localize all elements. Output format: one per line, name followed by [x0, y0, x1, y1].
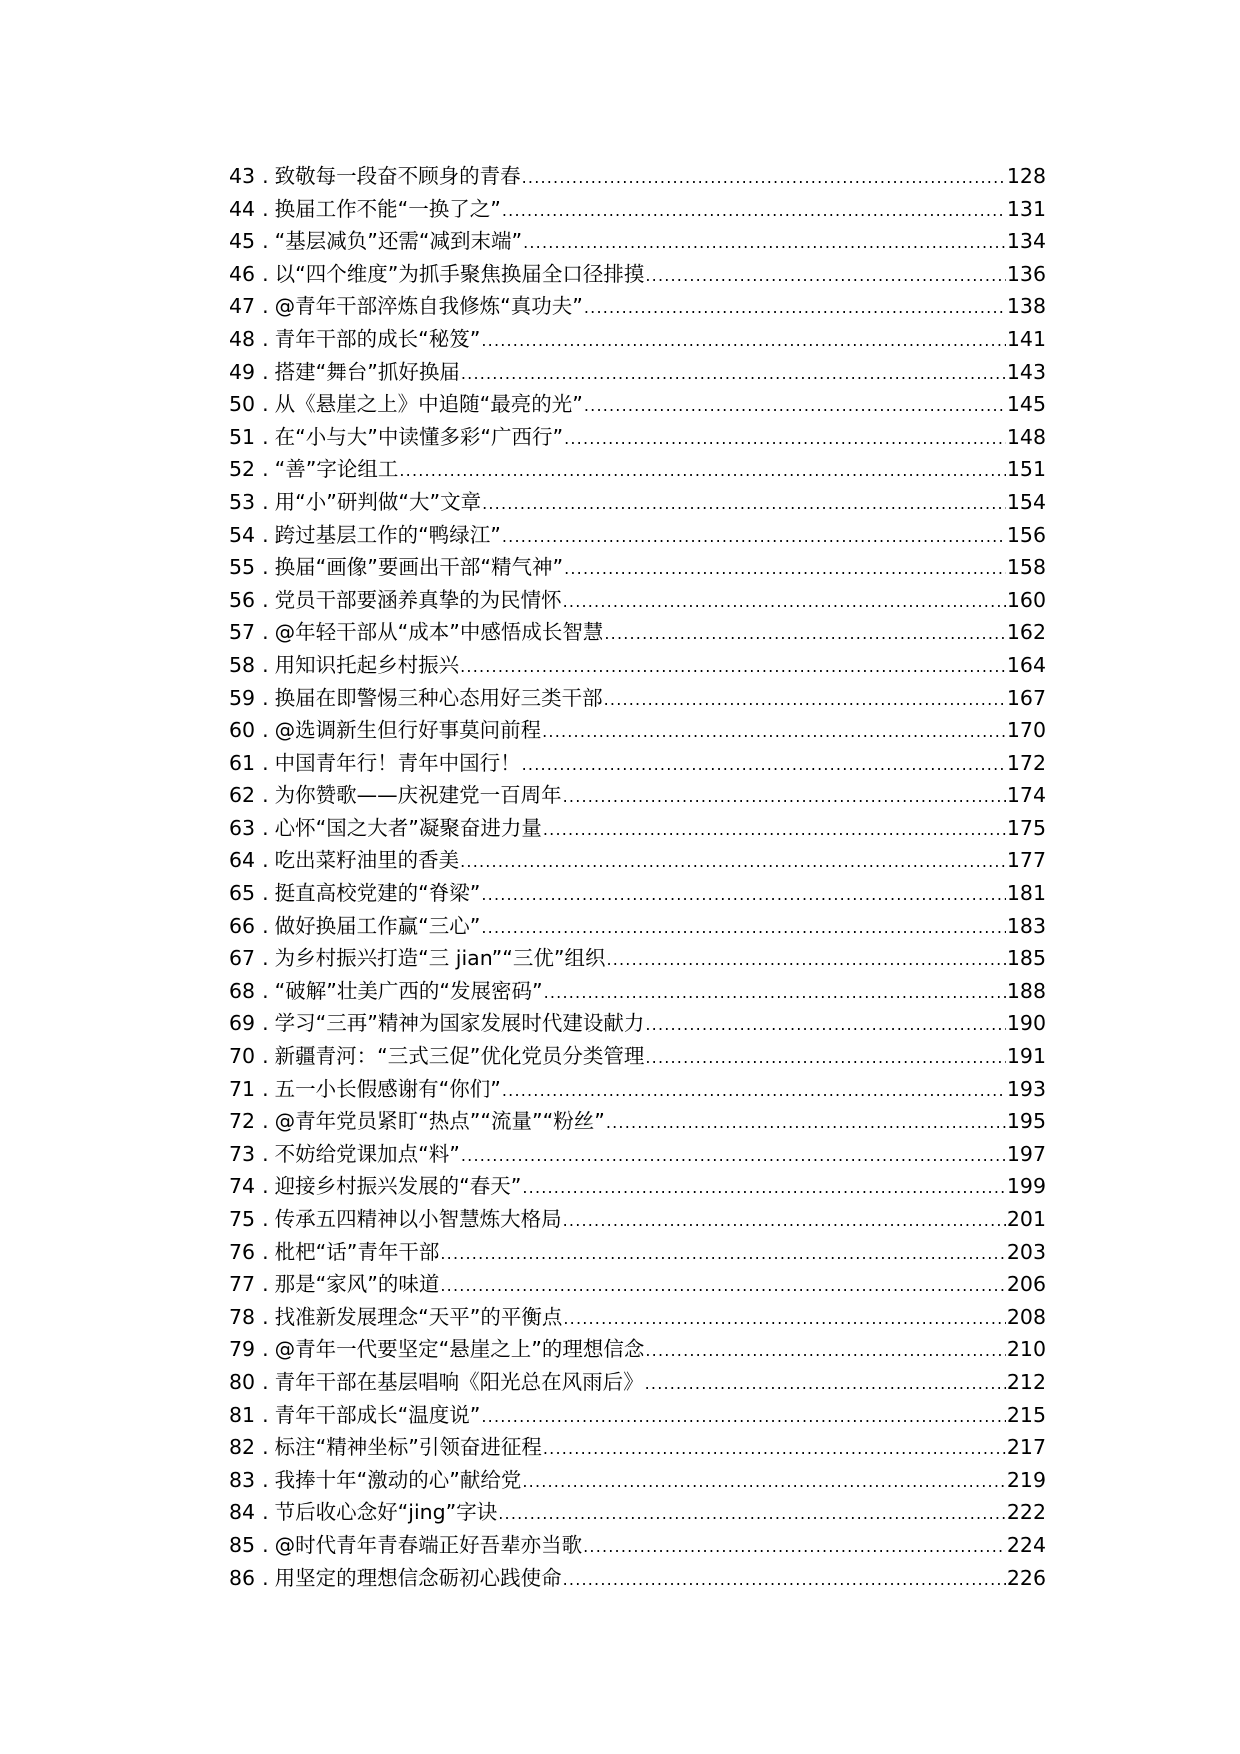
entry-number: 80	[229, 1369, 256, 1394]
toc-entry[interactable]	[229, 519, 1046, 552]
toc-entry[interactable]	[229, 486, 1046, 519]
entry-separator: .	[262, 587, 269, 612]
dot-leader	[563, 1564, 1006, 1597]
toc-entry[interactable]	[229, 910, 1046, 943]
entry-title: 节后收心念好“jing”字诀	[274, 1500, 498, 1525]
entry-number: 45	[229, 229, 256, 254]
entry-number: 46	[229, 261, 256, 286]
entry-page-number: 158	[1006, 555, 1046, 580]
toc-entry[interactable]	[229, 779, 1046, 812]
entry-separator: .	[262, 164, 269, 188]
entry-separator: .	[262, 1239, 269, 1264]
toc-entry[interactable]	[229, 812, 1046, 845]
entry-page-number: 151	[1006, 457, 1046, 482]
entry-title: 我捧十年“激动的心”献给党	[274, 1467, 522, 1492]
entry-separator: .	[262, 196, 269, 221]
entry-page-number: 131	[1006, 196, 1046, 221]
entry-page-number: 164	[1006, 652, 1046, 677]
entry-separator: .	[262, 489, 269, 514]
entry-title: 用知识托起乡村振兴	[274, 652, 460, 677]
toc-entry[interactable]	[229, 649, 1046, 682]
toc-entry[interactable]	[229, 1236, 1046, 1269]
entry-page-number: 195	[1006, 1109, 1046, 1134]
dot-leader	[584, 390, 1006, 423]
entry-number: 79	[229, 1337, 256, 1362]
entry-page-number: 217	[1006, 1435, 1046, 1460]
entry-title: 青年干部的成长“秘笈”	[274, 326, 481, 351]
entry-page-number: 154	[1006, 489, 1046, 514]
toc-entry[interactable]	[229, 1464, 1046, 1497]
entry-number: 78	[229, 1304, 256, 1329]
toc-entry[interactable]	[229, 942, 1046, 975]
entry-separator: .	[262, 620, 269, 645]
entry-number: 82	[229, 1435, 256, 1460]
dot-leader	[563, 586, 1006, 619]
dot-leader	[544, 977, 1006, 1010]
entry-page-number: 172	[1006, 750, 1046, 775]
entry-number: 70	[229, 1044, 256, 1069]
entry-title: 为乡村振兴打造“三 jian”“三优”组织	[274, 946, 606, 971]
dot-leader	[461, 1140, 1006, 1173]
dot-leader	[481, 912, 1005, 945]
entry-number: 51	[229, 424, 256, 449]
entry-number: 73	[229, 1141, 256, 1166]
toc-entry[interactable]	[229, 682, 1046, 715]
entry-page-number: 224	[1006, 1532, 1046, 1557]
entry-separator: .	[262, 783, 269, 808]
entry-separator: .	[262, 457, 269, 482]
toc-entry[interactable]	[229, 225, 1046, 258]
toc-entry[interactable]	[229, 616, 1046, 649]
entry-separator: .	[262, 1141, 269, 1166]
entry-separator: .	[262, 326, 269, 351]
dot-leader	[645, 1368, 1006, 1401]
entry-title: @选调新生但行好事莫问前程	[274, 718, 542, 743]
entry-page-number: 167	[1006, 685, 1046, 710]
entry-title: 换届在即警惕三种心态用好三类干部	[274, 685, 603, 710]
entry-title: 挺直高校党建的“脊梁”	[274, 881, 481, 906]
dot-leader	[645, 1042, 1005, 1075]
entry-number: 72	[229, 1109, 256, 1134]
toc-entry[interactable]	[229, 421, 1046, 454]
dot-leader	[440, 1238, 1005, 1271]
entry-page-number: 138	[1006, 294, 1046, 319]
dot-leader	[481, 1401, 1005, 1434]
entry-page-number: 197	[1006, 1141, 1046, 1166]
dot-leader	[543, 814, 1006, 847]
entry-separator: .	[262, 1402, 269, 1427]
entry-title: 在“小与大”中读懂多彩“广西行”	[274, 424, 564, 449]
entry-number: 58	[229, 652, 256, 677]
entry-number: 43	[229, 164, 256, 188]
dot-leader	[399, 455, 1005, 488]
entry-separator: .	[262, 1011, 269, 1036]
dot-leader	[604, 618, 1005, 651]
dot-leader	[481, 879, 1005, 912]
entry-number: 49	[229, 359, 256, 384]
toc-entry[interactable]	[229, 160, 1046, 193]
dot-leader	[522, 749, 1006, 782]
entry-number: 61	[229, 750, 256, 775]
entry-number: 47	[229, 294, 256, 319]
entry-page-number: 148	[1006, 424, 1046, 449]
entry-title: “破解”壮美广西的“发展密码”	[274, 978, 543, 1003]
entry-number: 85	[229, 1532, 256, 1557]
dot-leader	[482, 488, 1006, 521]
entry-number: 44	[229, 196, 256, 221]
entry-separator: .	[262, 815, 269, 840]
toc-entry[interactable]	[229, 1366, 1046, 1399]
dot-leader	[522, 1466, 1005, 1499]
toc-entry[interactable]	[229, 551, 1046, 584]
toc-entry[interactable]	[229, 453, 1046, 486]
entry-number: 59	[229, 685, 256, 710]
entry-title: 换届工作不能“一换了之”	[274, 196, 501, 221]
toc-entry[interactable]	[229, 1105, 1046, 1138]
dot-leader	[460, 651, 1006, 684]
entry-number: 71	[229, 1076, 256, 1101]
entry-number: 67	[229, 946, 256, 971]
dot-leader	[645, 260, 1005, 293]
entry-separator: .	[262, 294, 269, 319]
entry-number: 84	[229, 1500, 256, 1525]
entry-title: “善”字论组工	[274, 457, 399, 482]
entry-separator: .	[262, 913, 269, 938]
entry-number: 68	[229, 978, 256, 1003]
toc-entry[interactable]	[229, 258, 1046, 291]
entry-separator: .	[262, 229, 269, 254]
dot-leader	[523, 227, 1006, 260]
toc-entry[interactable]	[229, 1431, 1046, 1464]
entry-page-number: 181	[1006, 881, 1046, 906]
entry-title: 用坚定的理想信念砺初心践使命	[274, 1565, 562, 1590]
toc-entry[interactable]	[229, 1040, 1046, 1073]
entry-separator: .	[262, 978, 269, 1003]
entry-title: 标注“精神坐标”引领奋进征程	[274, 1435, 542, 1460]
entry-separator: .	[262, 946, 269, 971]
toc-entry[interactable]	[229, 323, 1046, 356]
entry-page-number: 143	[1006, 359, 1046, 384]
entry-separator: .	[262, 652, 269, 677]
entry-page-number: 134	[1006, 229, 1046, 254]
entry-separator: .	[262, 718, 269, 743]
entry-page-number: 206	[1006, 1272, 1046, 1297]
dot-leader	[645, 1009, 1005, 1042]
toc-entry[interactable]	[229, 193, 1046, 226]
entry-separator: .	[262, 848, 269, 873]
entry-title: @时代青年青春端正好吾辈亦当歌	[274, 1532, 583, 1557]
entry-title: 换届“画像”要画出干部“精气神”	[274, 555, 564, 580]
entry-separator: .	[262, 359, 269, 384]
toc-entry[interactable]	[229, 290, 1046, 323]
entry-page-number: 177	[1006, 848, 1046, 873]
entry-title: “基层减负”还需“减到末端”	[274, 229, 523, 254]
entry-number: 69	[229, 1011, 256, 1036]
toc-entry[interactable]	[229, 1301, 1046, 1334]
entry-title: 吃出菜籽油里的香美	[274, 848, 460, 873]
entry-page-number: 219	[1006, 1467, 1046, 1492]
dot-leader	[502, 1075, 1006, 1108]
toc-entry[interactable]	[229, 1007, 1046, 1040]
entry-separator: .	[262, 555, 269, 580]
entry-number: 52	[229, 457, 256, 482]
entry-page-number: 160	[1006, 587, 1046, 612]
entry-separator: .	[262, 1174, 269, 1199]
dot-leader	[606, 944, 1005, 977]
entry-page-number: 170	[1006, 718, 1046, 743]
entry-page-number: 156	[1006, 522, 1046, 547]
entry-page-number: 203	[1006, 1239, 1046, 1264]
entry-title: @年轻干部从“成本”中感悟成长智慧	[274, 620, 604, 645]
entry-separator: .	[262, 1109, 269, 1134]
dot-leader	[522, 1172, 1005, 1205]
entry-number: 66	[229, 913, 256, 938]
entry-page-number: 136	[1006, 261, 1046, 286]
dot-leader	[564, 423, 1006, 456]
toc-entry[interactable]	[229, 1529, 1046, 1562]
entry-separator: .	[262, 424, 269, 449]
entry-title: 青年干部成长“温度说”	[274, 1402, 481, 1427]
entry-page-number: 141	[1006, 326, 1046, 351]
entry-separator: .	[262, 1500, 269, 1525]
entry-page-number: 175	[1006, 815, 1046, 840]
dot-leader	[502, 521, 1006, 554]
entry-separator: .	[262, 1467, 269, 1492]
entry-number: 76	[229, 1239, 256, 1264]
entry-title: 为你赞歌——庆祝建党一百周年	[274, 783, 562, 808]
entry-separator: .	[262, 1337, 269, 1362]
entry-title: 迎接乡村振兴发展的“春天”	[274, 1174, 522, 1199]
entry-separator: .	[262, 750, 269, 775]
toc-entry[interactable]	[229, 975, 1046, 1008]
entry-page-number: 128	[1006, 164, 1046, 188]
entry-title: 学习“三再”精神为国家发展时代建设献力	[274, 1011, 645, 1036]
entry-number: 48	[229, 326, 256, 351]
dot-leader	[584, 292, 1006, 325]
entry-number: 60	[229, 718, 256, 743]
entry-page-number: 212	[1006, 1369, 1046, 1394]
toc-entry[interactable]	[229, 877, 1046, 910]
entry-page-number: 191	[1006, 1044, 1046, 1069]
dot-leader	[440, 1270, 1005, 1303]
dot-leader	[563, 1205, 1006, 1238]
entry-number: 83	[229, 1467, 256, 1492]
entry-page-number: 162	[1006, 620, 1046, 645]
entry-separator: .	[262, 1304, 269, 1329]
entry-number: 53	[229, 489, 256, 514]
toc-entry[interactable]	[229, 1333, 1046, 1366]
entry-title: @青年党员紧盯“热点”“流量”“粉丝”	[274, 1109, 605, 1134]
entry-title: 中国青年行！青年中国行！	[274, 750, 521, 775]
entry-number: 57	[229, 620, 256, 645]
entry-number: 77	[229, 1272, 256, 1297]
entry-page-number: 193	[1006, 1076, 1046, 1101]
entry-number: 86	[229, 1565, 256, 1590]
entry-page-number: 199	[1006, 1174, 1046, 1199]
entry-title: 致敬每一段奋不顾身的青春	[274, 164, 521, 188]
dot-leader	[502, 195, 1006, 228]
entry-separator: .	[262, 1565, 269, 1590]
entry-number: 54	[229, 522, 256, 547]
entry-separator: .	[262, 522, 269, 547]
dot-leader	[604, 684, 1006, 717]
dot-leader	[645, 1335, 1005, 1368]
entry-number: 74	[229, 1174, 256, 1199]
entry-separator: .	[262, 1532, 269, 1557]
entry-number: 63	[229, 815, 256, 840]
entry-title: 用“小”研判做“大”文章	[274, 489, 482, 514]
entry-title: 枇杷“话”青年干部	[274, 1239, 440, 1264]
toc-entry[interactable]	[229, 356, 1046, 389]
toc-entry[interactable]	[229, 584, 1046, 617]
entry-title: 以“四个维度”为抓手聚焦换届全口径排摸	[274, 261, 645, 286]
toc-entry[interactable]	[229, 844, 1046, 877]
entry-page-number: 190	[1006, 1011, 1046, 1036]
dot-leader	[481, 325, 1005, 358]
dot-leader	[543, 1433, 1006, 1466]
entry-title: 做好换届工作赢“三心”	[274, 913, 481, 938]
dot-leader	[522, 162, 1006, 195]
entry-separator: .	[262, 1076, 269, 1101]
dot-leader	[564, 553, 1006, 586]
dot-leader	[583, 1531, 1006, 1564]
entry-title: 搭建“舞台”抓好换届	[274, 359, 460, 384]
entry-page-number: 188	[1006, 978, 1046, 1003]
dot-leader	[461, 358, 1006, 391]
entry-separator: .	[262, 1435, 269, 1460]
entry-page-number: 145	[1006, 392, 1046, 417]
entry-title: 跨过基层工作的“鸭绿江”	[274, 522, 501, 547]
entry-title: 传承五四精神以小智慧炼大格局	[274, 1207, 562, 1231]
entry-separator: .	[262, 1369, 269, 1394]
entry-title: @青年一代要坚定“悬崖之上”的理想信念	[274, 1337, 645, 1362]
dot-leader	[563, 1303, 1005, 1336]
entry-separator: .	[262, 1272, 269, 1297]
entry-page-number: 185	[1006, 946, 1046, 971]
entry-page-number: 226	[1006, 1565, 1046, 1590]
entry-separator: .	[262, 1207, 269, 1231]
entry-title: 党员干部要涵养真挚的为民情怀	[274, 587, 562, 612]
toc-entry[interactable]	[229, 747, 1046, 780]
entry-separator: .	[262, 881, 269, 906]
entry-separator: .	[262, 1044, 269, 1069]
entry-title: 青年干部在基层唱响《阳光总在风雨后》	[274, 1369, 644, 1394]
toc-entry[interactable]	[229, 1268, 1046, 1301]
entry-number: 75	[229, 1207, 256, 1231]
dot-leader	[460, 846, 1006, 879]
toc-entry[interactable]	[229, 388, 1046, 421]
dot-leader	[563, 781, 1006, 814]
entry-title: 不妨给党课加点“料”	[274, 1141, 460, 1166]
entry-title: 新疆青河：“三式三促”优化党员分类管理	[274, 1044, 645, 1069]
entry-number: 65	[229, 881, 256, 906]
entry-page-number: 174	[1006, 783, 1046, 808]
entry-separator: .	[262, 685, 269, 710]
table-of-contents	[229, 160, 1046, 1594]
toc-entry[interactable]	[229, 714, 1046, 747]
entry-number: 55	[229, 555, 256, 580]
entry-title: 五一小长假感谢有“你们”	[274, 1076, 501, 1101]
toc-entry[interactable]	[229, 1073, 1046, 1106]
entry-title: 心怀“国之大者”凝聚奋进力量	[274, 815, 542, 840]
entry-title: 从《悬崖之上》中追随“最亮的光”	[274, 392, 583, 417]
entry-page-number: 201	[1006, 1207, 1046, 1231]
dot-leader	[606, 1107, 1006, 1140]
toc-entry[interactable]	[229, 1496, 1046, 1529]
entry-title: 找准新发展理念“天平”的平衡点	[274, 1304, 563, 1329]
entry-page-number: 183	[1006, 913, 1046, 938]
entry-number: 50	[229, 392, 256, 417]
toc-entry[interactable]	[229, 1170, 1046, 1203]
entry-number: 64	[229, 848, 256, 873]
entry-page-number: 222	[1006, 1500, 1046, 1525]
entry-page-number: 215	[1006, 1402, 1046, 1427]
entry-page-number: 210	[1006, 1337, 1046, 1362]
dot-leader	[498, 1498, 1006, 1531]
entry-number: 56	[229, 587, 256, 612]
entry-title: @青年干部淬炼自我修炼“真功夫”	[274, 294, 583, 319]
entry-title: 那是“家风”的味道	[274, 1272, 440, 1297]
toc-entry[interactable]	[229, 1203, 1046, 1236]
entry-separator: .	[262, 392, 269, 417]
entry-number: 81	[229, 1402, 256, 1427]
dot-leader	[542, 716, 1006, 749]
toc-entry[interactable]	[229, 1562, 1046, 1595]
toc-entry[interactable]	[229, 1399, 1046, 1432]
entry-page-number: 208	[1006, 1304, 1046, 1329]
entry-number: 62	[229, 783, 256, 808]
entry-separator: .	[262, 261, 269, 286]
toc-entry[interactable]	[229, 1138, 1046, 1171]
